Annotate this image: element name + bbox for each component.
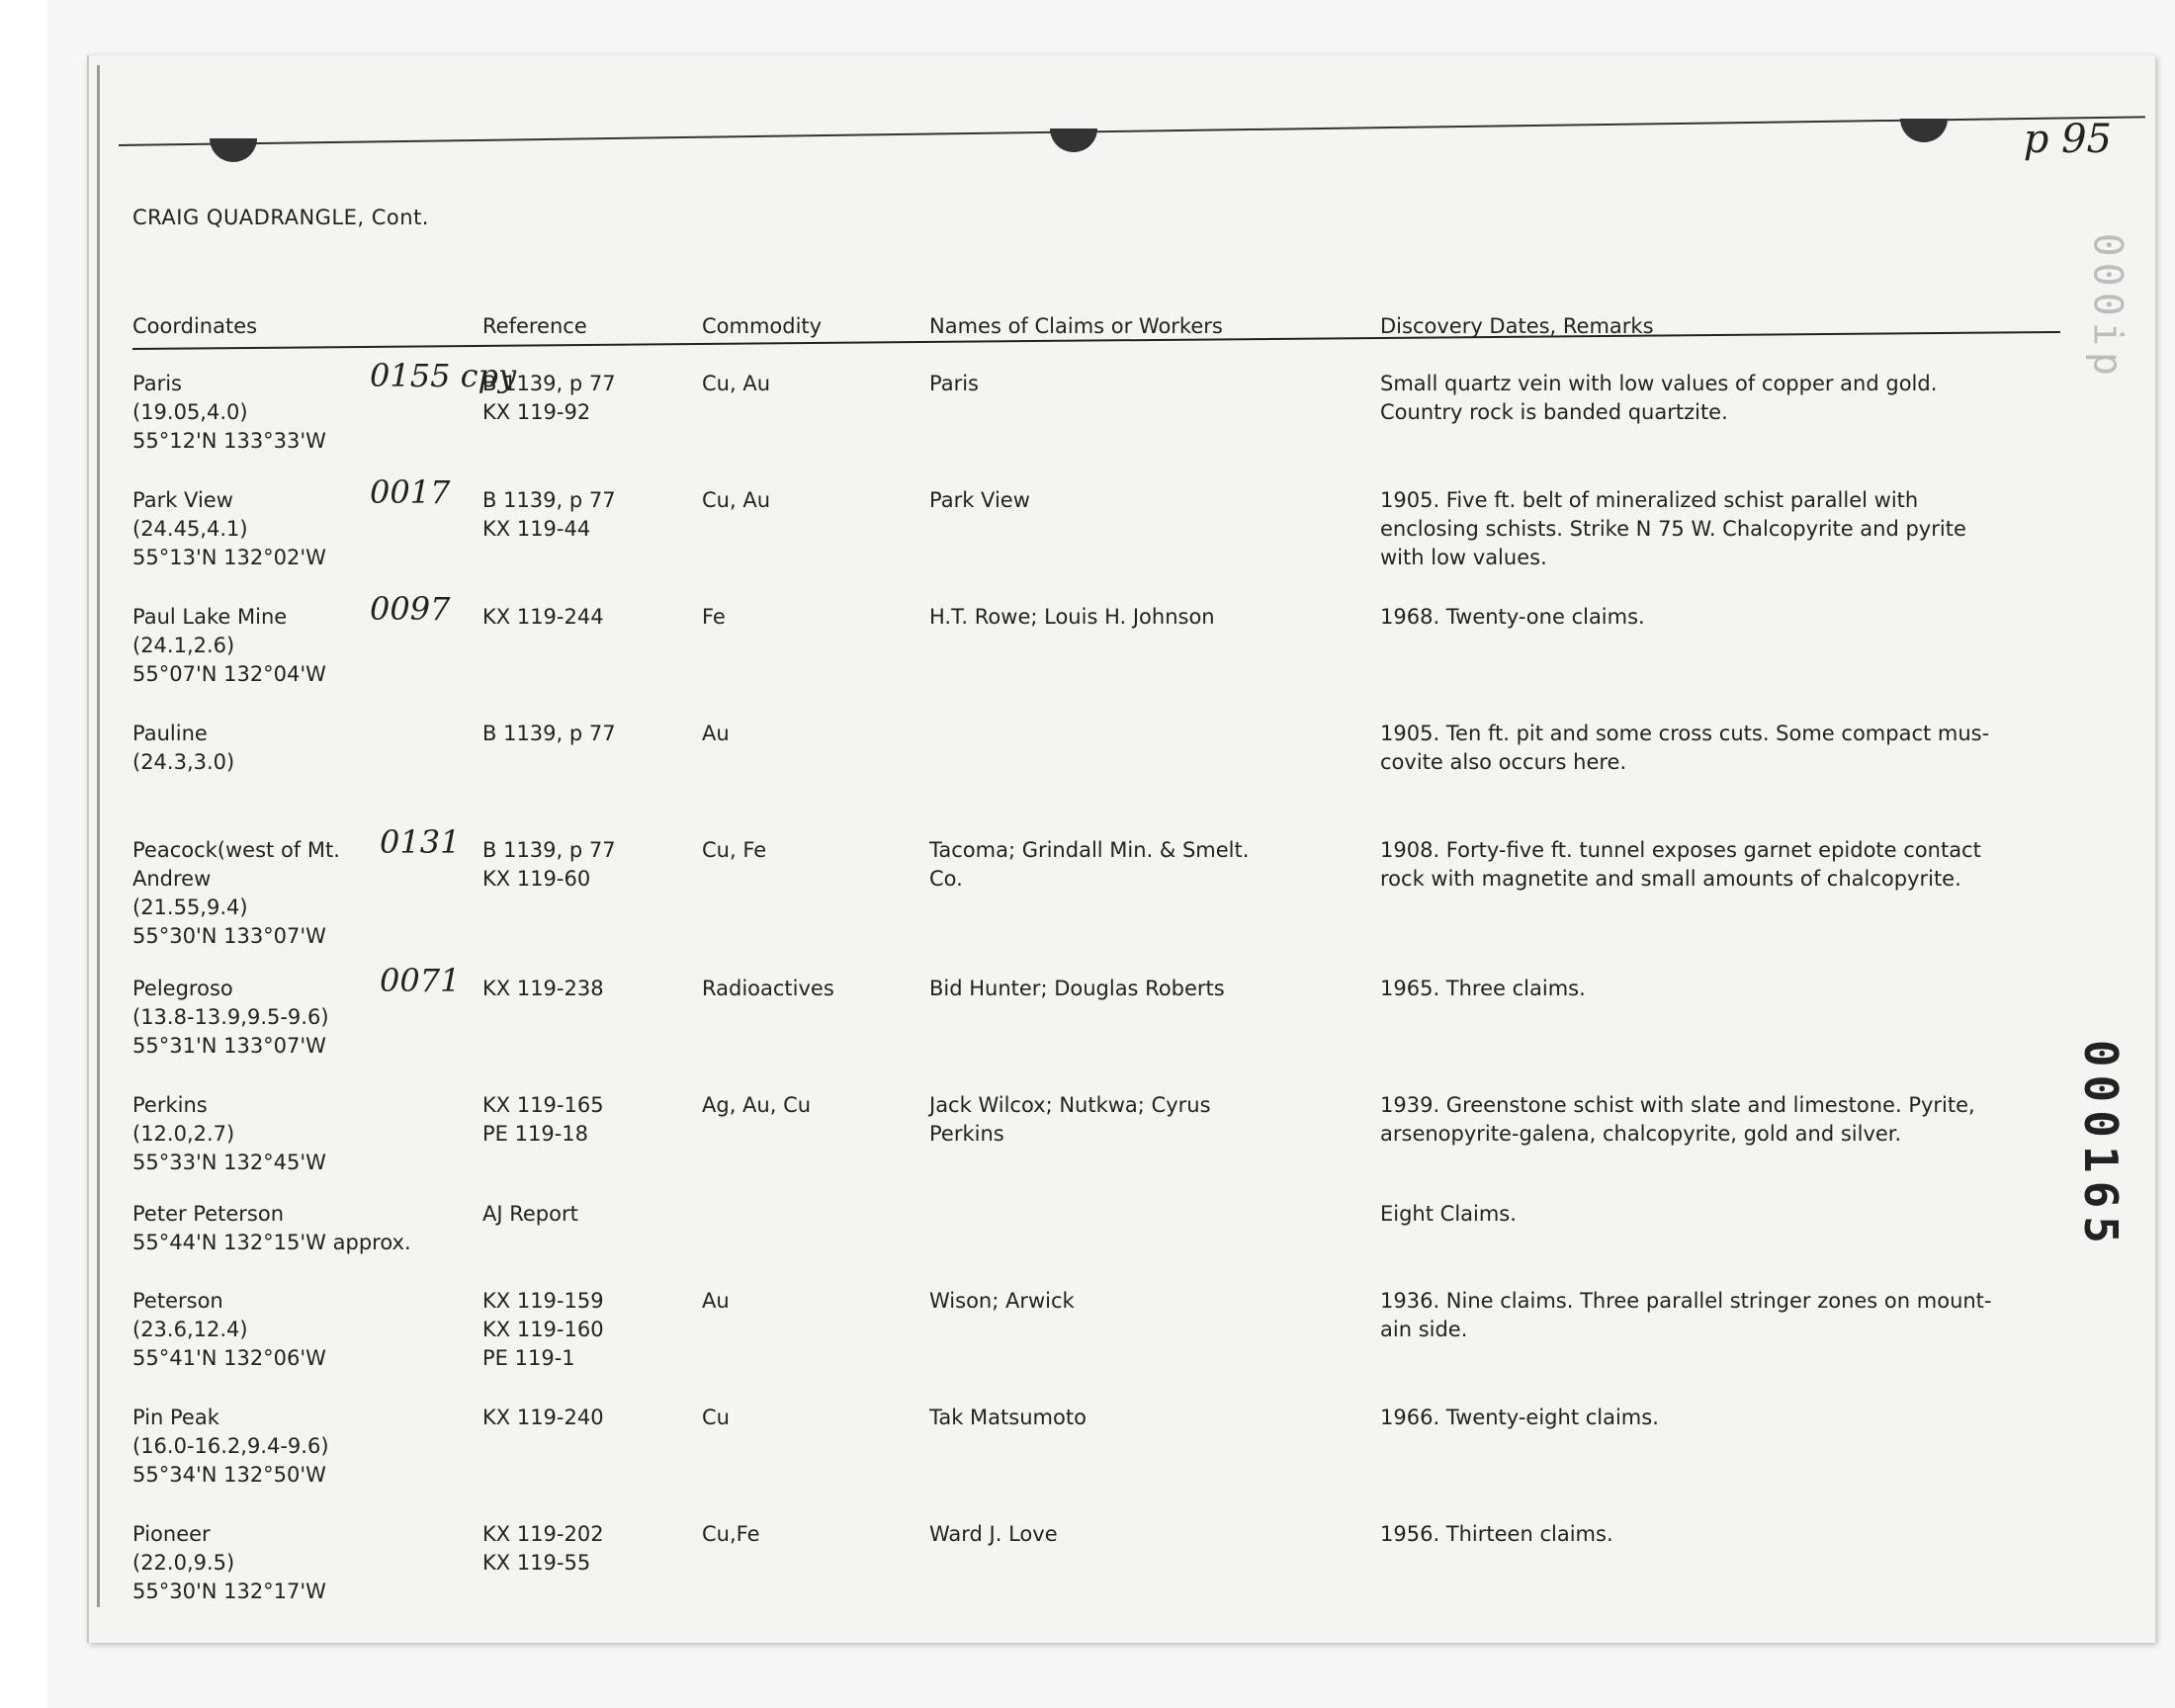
commodity-cell: Ag, Au, Cu <box>702 1093 812 1117</box>
commodity-cell: Cu <box>702 1406 730 1429</box>
column-header-reference: Reference <box>482 314 587 338</box>
table-row <box>132 720 2090 836</box>
claims-table <box>132 357 2090 1619</box>
commodity-cell: Cu, Au <box>702 372 770 395</box>
reference-cell: KX 119-202 KX 119-55 <box>482 1522 604 1575</box>
handwritten-code: 0155 cpy <box>370 357 517 394</box>
handwritten-code: 0071 <box>380 962 461 999</box>
reference-cell: B 1139, p 77 KX 119-60 <box>482 838 616 891</box>
coordinates-cell: Peterson (23.6,12.4) 55°41'N 132°06'W <box>132 1289 326 1370</box>
commodity-cell: Fe <box>702 605 726 629</box>
table-row <box>132 590 2090 720</box>
handwritten-code: 0131 <box>380 823 461 861</box>
remarks-cell: 1905. Ten ft. pit and some cross cuts. Some compact mus- covite also occurs here. <box>1380 722 1990 774</box>
remarks-cell: 1966. Twenty-eight claims. <box>1380 1406 1659 1429</box>
commodity-cell: Cu,Fe <box>702 1522 760 1546</box>
reference-cell: B 1139, p 77 <box>482 722 616 745</box>
coordinates-cell: Paul Lake Mine (24.1,2.6) 55°07'N 132°04'W <box>132 605 326 686</box>
remarks-cell: 1965. Three claims. <box>1380 977 1586 1000</box>
reference-cell: KX 119-240 <box>482 1406 604 1429</box>
handwritten-code: 0017 <box>370 473 451 511</box>
reference-cell: KX 119-165 PE 119-18 <box>482 1093 604 1146</box>
scan-margin <box>0 0 47 1708</box>
reference-cell: AJ Report <box>482 1202 578 1226</box>
reference-cell: B 1139, p 77 KX 119-92 <box>482 372 616 424</box>
binding-edge <box>97 65 100 1607</box>
table-row <box>132 1287 2090 1404</box>
coordinates-cell: Peter Peterson 55°44'N 132°15'W approx. <box>132 1202 411 1254</box>
coordinates-cell: Pauline (24.3,3.0) <box>132 722 235 774</box>
remarks-cell: 1905. Five ft. belt of mineralized schist parallel with enclosing schists. Strike N 75 W. Chalcopyrite and pyrite with low values. <box>1380 488 1966 569</box>
table-row <box>132 1200 2090 1287</box>
coordinates-cell: Pelegroso (13.8-13.9,9.5-9.6) 55°31'N 133°07'W <box>132 977 329 1058</box>
document-number-stamp: 000165 <box>2074 1039 2128 1251</box>
punch-hole <box>1900 119 1948 142</box>
reference-cell: KX 119-159 KX 119-160 PE 119-1 <box>482 1289 604 1370</box>
table-row <box>132 357 2090 486</box>
commodity-cell: Au <box>702 1289 730 1313</box>
remarks-cell: Eight Claims. <box>1380 1202 1517 1226</box>
reference-cell: B 1139, p 77 KX 119-44 <box>482 488 616 541</box>
names-cell: Ward J. Love <box>929 1522 1058 1546</box>
table-row <box>132 823 2090 975</box>
names-cell: Paris <box>929 372 979 395</box>
page-title: CRAIG QUADRANGLE, Cont. <box>132 206 429 229</box>
table-row <box>132 1091 2090 1200</box>
table-row <box>132 473 2090 603</box>
faint-stamp: 000ip <box>2084 232 2130 382</box>
remarks-cell: 1939. Greenstone schist with slate and limestone. Pyrite, arsenopyrite-galena, chalcopyrite, gold and silver. <box>1380 1093 1975 1146</box>
names-cell: Jack Wilcox; Nutkwa; Cyrus Perkins <box>929 1093 1211 1146</box>
coordinates-cell: Perkins (12.0,2.7) 55°33'N 132°45'W <box>132 1093 326 1174</box>
commodity-cell: Cu, Au <box>702 488 770 512</box>
coordinates-cell: Pioneer (22.0,9.5) 55°30'N 132°17'W <box>132 1522 326 1603</box>
coordinates-cell: Pin Peak (16.0-16.2,9.4-9.6) 55°34'N 132°50'W <box>132 1406 329 1487</box>
handwritten-code: 0097 <box>370 590 451 628</box>
names-cell: Tak Matsumoto <box>929 1406 1087 1429</box>
reference-cell: KX 119-238 <box>482 977 604 1000</box>
names-cell: Wison; Arwick <box>929 1289 1075 1313</box>
punch-hole <box>210 138 257 162</box>
commodity-cell: Cu, Fe <box>702 838 767 862</box>
top-rule <box>119 116 2145 146</box>
table-row <box>132 1520 2090 1619</box>
document-page <box>87 55 2155 1643</box>
names-cell: Bid Hunter; Douglas Roberts <box>929 977 1225 1000</box>
column-header-coordinates: Coordinates <box>132 314 258 338</box>
remarks-cell: 1908. Forty-five ft. tunnel exposes garnet epidote contact rock with magnetite and small amounts of chalcopyrite. <box>1380 838 1981 891</box>
reference-cell: KX 119-244 <box>482 605 604 629</box>
remarks-cell: 1968. Twenty-one claims. <box>1380 605 1645 629</box>
page-number: p 95 <box>2023 117 2112 162</box>
punch-hole <box>1050 128 1097 152</box>
table-row <box>132 962 2090 1091</box>
names-cell: Tacoma; Grindall Min. & Smelt. Co. <box>929 838 1250 891</box>
column-header-remarks: Discovery Dates, Remarks <box>1380 314 1654 338</box>
remarks-cell: 1956. Thirteen claims. <box>1380 1522 1613 1546</box>
coordinates-cell: Paris (19.05,4.0) 55°12'N 133°33'W <box>132 372 326 453</box>
coordinates-cell: Park View (24.45,4.1) 55°13'N 132°02'W <box>132 488 326 569</box>
commodity-cell: Au <box>702 722 730 745</box>
column-header-commodity: Commodity <box>702 314 823 338</box>
column-header-names: Names of Claims or Workers <box>929 314 1223 338</box>
names-cell: H.T. Rowe; Louis H. Johnson <box>929 605 1215 629</box>
remarks-cell: 1936. Nine claims. Three parallel stringer zones on mount- ain side. <box>1380 1289 1992 1341</box>
commodity-cell: Radioactives <box>702 977 834 1000</box>
names-cell: Park View <box>929 488 1030 512</box>
coordinates-cell: Peacock(west of Mt. Andrew (21.55,9.4) 55°30'N 133°07'W <box>132 838 340 948</box>
remarks-cell: Small quartz vein with low values of copper and gold. Country rock is banded quartzite. <box>1380 372 1938 424</box>
table-row <box>132 1404 2090 1520</box>
